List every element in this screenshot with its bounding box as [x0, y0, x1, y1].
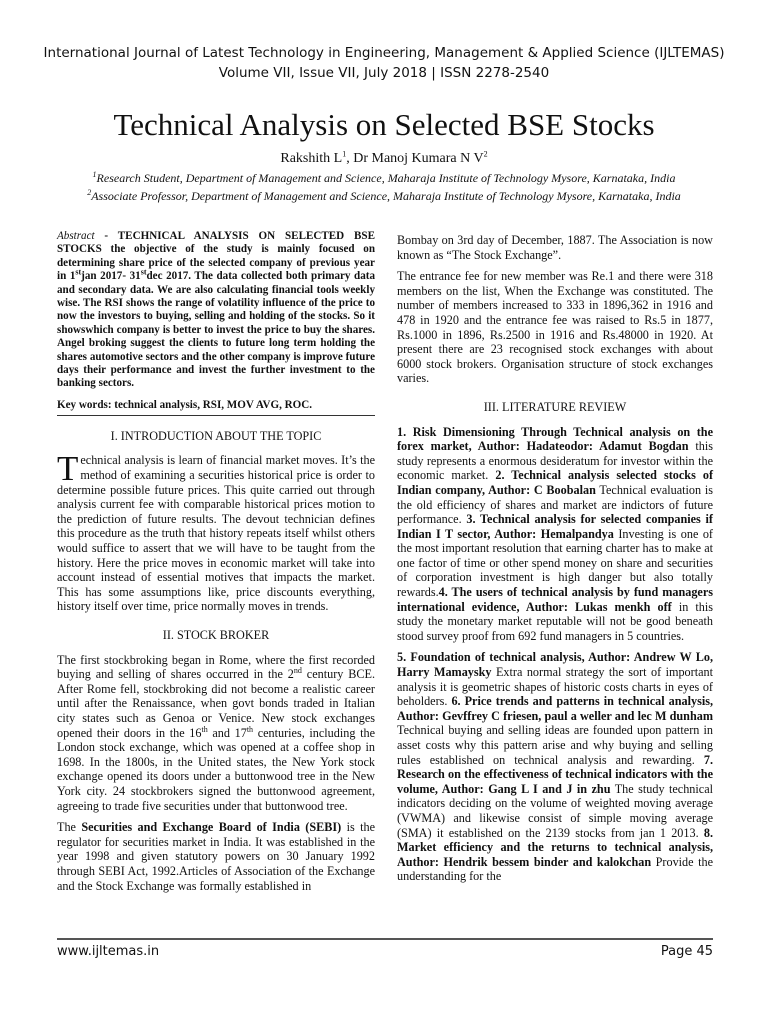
- abstract-text: dec 2017. The data collected both primary data and secondary data. We are also calculating financial tools weekly wise. The RSI shows the range of volatility influence of the price to now the investors to buying, selling and holding of the stocks. So it showswhich company is better to invest the price to buy the shares. Angel broking suggest the clients to future long term holding the shares automotive sectors and the other company is improve future days their performance and invest the further investment to the banking sectors.: [57, 270, 376, 390]
- footer-divider: [57, 938, 713, 940]
- citation-title: 7. Research on the effectiveness of technical indicators with the volume, Author: Gang L I and J in zhu: [397, 752, 713, 796]
- citation-title: 4. The users of technical analysis by fund managers international evidence, Author: Lukas menkh off: [397, 585, 713, 614]
- citation-text: in this study the monetary market reputable will not be good beneath stood survey proof from 692 fund managers in 5 countries.: [397, 599, 713, 643]
- citation-title: 2. Technical analysis selected stocks of Indian company, Author: C Boobalan: [397, 468, 714, 497]
- entrance-fee-paragraph: The entrance fee for new member was Re.1 and there were 318 members on the list, When the Exchange was constituted. The number of members increased to 333 in 1896,362 in 1916 and 478 in 1920 and the entrance fee was raised to Rs.5 in 1877, Rs.1000 in 1896, Rs.2500 in 1916 and Rs.48000 in 1920. At present there are 23 recognised stock exchanges with about 6000 stock brokers. Organisation structure of stock exchanges varies.: [397, 269, 713, 386]
- sebi-paragraph: [57, 820, 375, 893]
- abstract-dash: -: [94, 230, 118, 242]
- affiliation-line: [0, 169, 768, 187]
- abstract: [57, 230, 375, 391]
- author-separator: ,: [346, 151, 354, 166]
- drop-cap: T: [57, 449, 79, 489]
- section-heading-stock-broker: II. STOCK BROKER: [162, 628, 270, 642]
- author-superscript: 2: [483, 149, 488, 159]
- abstract-text: jan 2017- 31: [81, 270, 141, 283]
- abstract-superscript: st: [75, 267, 82, 277]
- citation-text: Technical evaluation is the old efficiency of shares and market are indictors of future performance.: [397, 482, 713, 527]
- sebi-bold-term: Securities and Exchange Board of India (SEBI): [81, 820, 342, 835]
- section-heading-literature-review: III. LITERATURE REVIEW: [483, 399, 627, 414]
- affiliation-superscript: 2: [87, 188, 92, 197]
- author-line: [0, 150, 768, 168]
- citation-title: 3. Technical analysis for selected companies if Indian I T sector, Author: Hemalpandya: [397, 512, 713, 541]
- citation-text: Technical buying and selling ideas are founded upon pattern in asset costs why this pattern arise and why buying and selling rules established on technical analysis and rewarding.: [397, 723, 713, 767]
- citation-text: Provide the understanding for the: [397, 854, 713, 884]
- paragraph-text: The first stockbroking began in Rome, where the first recorded buying and selling of shares occurred in the 2: [57, 652, 375, 682]
- abstract-label: Abstract: [57, 230, 95, 242]
- literature-paragraph: [397, 425, 713, 644]
- introduction-text: echnical analysis is learn of financial market moves. It’s the method of examining a securities historical price is order to determine possible future prices. This quite carried out through analysis current fee with comparable historical prices motion to the prediction of future results. The devout technician defines this procedure as the truth that history repeats itself whilst others would suffice to assert that we will have to be taught from the history. Here the price moves in economic market will take into account instead of essential motives that impacts the market. This has some assumptions like, price discounts everything, history itself over time, price normally moves in trends.: [57, 453, 375, 614]
- stock-broker-paragraph: [57, 653, 375, 814]
- journal-volume-line: Volume VII, Issue VII, July 2018 | ISSN 2278-2540: [218, 65, 550, 81]
- journal-header: [0, 43, 768, 83]
- section-heading-introduction: I. INTRODUCTION ABOUT THE TOPIC: [110, 428, 322, 443]
- left-column: [57, 230, 375, 900]
- page-number: Page 45: [660, 944, 713, 959]
- abstract-text: TECHNICAL ANALYSIS ON SELECTED BSE STOCKS the objective of the study is mainly focused on determining share price of the selected company of previous year in 1: [57, 230, 375, 283]
- page-footer: [57, 942, 713, 962]
- citation-text: this study represents a enormous desideratum for investor within the economic market.: [397, 439, 714, 483]
- keywords: Key words: technical analysis, RSI, MOV AVG, ROC.: [57, 398, 375, 416]
- author-name: Rakshith L: [280, 151, 343, 166]
- bombay-paragraph: Bombay on 3rd day of December, 1887. The Association is now known as “The Stock Exchange”.: [397, 233, 713, 262]
- affiliation-superscript: 1: [92, 170, 97, 179]
- paragraph-text: century BCE. After Rome fell, stockbroking did not become a realistic career until after the Renaissance, when govt bonds traded in Italian city states such as Genoa or Venice. New stock exchanges opened their doors in the 16: [57, 667, 375, 740]
- paragraph-text: centuries, including the London stock exchange, which was opened at a coffee shop in 1698. In the 1800s, in the United states, the New York stock exchange opened its doors under a buttonwood tree in the New York city. 24 stockbrokers signed the buttonwood agreement, agreeing to trade five securities under that buttonwood tree.: [57, 725, 375, 813]
- citation-title: 6. Price trends and patterns in technical analysis, Author: Gevffrey C friesen, paul a weller and lec M dunham: [397, 694, 713, 723]
- affiliations: [0, 169, 768, 205]
- affiliation-text: Research Student, Department of Management and Science, Maharaja Institute of Technology Mysore, Karnataka, India: [96, 171, 676, 185]
- affiliation-text: Associate Professor, Department of Management and Science, Maharaja Institute of Technology Mysore, Karnataka, India: [91, 189, 681, 203]
- paragraph-text: The: [57, 820, 82, 835]
- author-superscript: 1: [342, 149, 347, 159]
- paper-title: Technical Analysis on Selected BSE Stocks: [113, 107, 655, 142]
- author-name: Dr Manoj Kumara N V: [353, 151, 484, 166]
- citation-text: The study technical indicators deciding on the volume of weighted moving average (VWMA) and likewise consist of simple moving average (SMA) it established on the 2139 stocks from jan 1 2013.: [397, 781, 713, 840]
- citation-title: 8. Market efficiency and the returns to technical analysis, Author: Hendrik bessem binder and kalokchan: [397, 825, 713, 869]
- journal-title-line: International Journal of Latest Technology in Engineering, Management & Applied Science (IJLTEMAS): [43, 45, 725, 61]
- introduction-paragraph: [57, 449, 375, 614]
- literature-paragraph: [397, 650, 713, 884]
- paragraph-text: is the regulator for securities market in India. It was established in the year 1998 and given statutory powers on 30 January 1992 through SEBI Act, 1992.Articles of Association of the Exchange and the Stock Exchange was formally established in: [57, 820, 375, 893]
- citation-title: 1. Risk Dimensioning Through Technical analysis on the forex market, Author: Hadateodor: Adamut Bogdan: [397, 424, 713, 454]
- superscript: th: [201, 724, 208, 734]
- citation-text: Extra normal strategy the sort of important analysis it is geometric shapes of historic costs charts in eyes of beholders.: [397, 665, 713, 709]
- paragraph-text: and 17: [207, 725, 247, 740]
- citation-title: 5. Foundation of technical analysis, Author: Andrew W Lo, Harry Mamaysky: [397, 650, 713, 680]
- abstract-superscript: st: [140, 267, 147, 277]
- right-column: [397, 233, 713, 891]
- superscript: nd: [293, 666, 302, 676]
- affiliation-line: [0, 187, 768, 205]
- superscript: th: [246, 724, 254, 734]
- footer-website-link[interactable]: www.ijltemas.in: [57, 944, 160, 959]
- citation-text: Investing is one of the most important resolution that earning charter has to make at one factor of time or other spend money on share and securities of corporation investment is high danger but also totally rewards.: [397, 526, 713, 600]
